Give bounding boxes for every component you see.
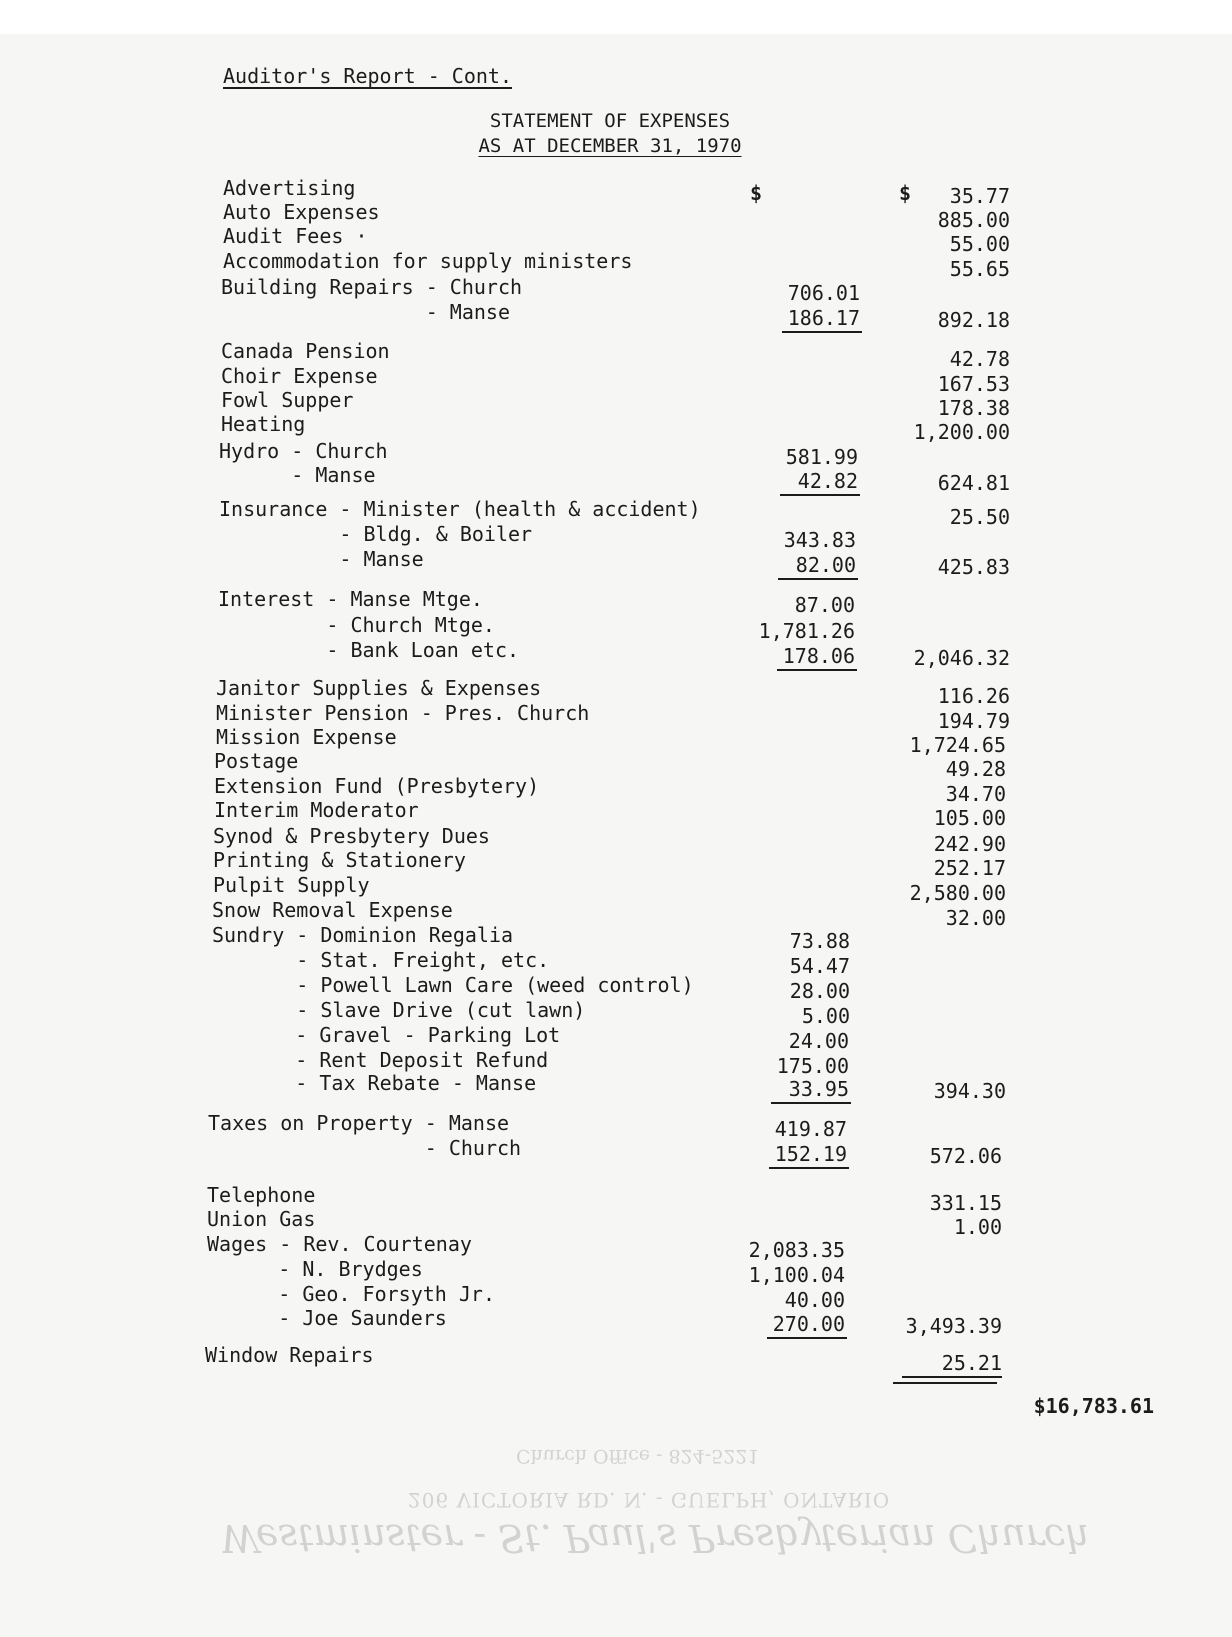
expense-subtotal: 28.00 [789,979,850,1003]
expense-label: - Stat. Freight, etc. [212,948,550,972]
expense-subtotal: 175.00 [776,1054,849,1078]
expense-label: Snow Removal Expense [212,898,453,922]
expense-total: 167.53 [937,372,1010,396]
expense-label: Sundry - Dominion Regalia [212,923,514,947]
expense-label: Synod & Presbytery Dues [213,824,490,848]
expense-label: Fowl Supper [221,388,354,412]
currency-sign-subtotal-column: $ [750,181,763,205]
expense-subtotal: 178.06 [782,644,855,668]
expense-total: 42.78 [949,347,1010,371]
expense-label: Telephone [207,1183,316,1207]
grand-total-rule [893,1382,997,1384]
expense-total: 624.81 [937,471,1010,495]
expense-subtotal: 1,100.04 [748,1263,845,1287]
expense-label: - Church Mtge. [218,613,495,637]
expense-label: Postage [214,749,299,773]
subtotal-rule [769,1167,849,1169]
currency-sign-total-column: $ [899,181,912,205]
expense-total: 2,046.32 [913,646,1010,670]
expense-total: 178.38 [937,396,1010,420]
expense-label: Janitor Supplies & Expenses [216,676,542,700]
expense-label: Heating [221,412,306,436]
show-through-church-name: Westminster - St. Paul's Presbyterian Church [220,1516,1090,1560]
statement-date: AS AT DECEMBER 31, 1970 [478,135,742,157]
expense-total: 25.50 [949,505,1010,529]
expense-label: - Bank Loan etc. [218,638,520,662]
expense-total: 885.00 [937,208,1010,232]
expense-total: 35.77 [949,184,1010,208]
expense-total: 425.83 [937,555,1010,579]
expense-label: - Slave Drive (cut lawn) [212,998,586,1022]
expense-subtotal: 40.00 [784,1288,845,1312]
expense-label: Advertising [223,176,356,200]
expense-label: - Powell Lawn Care (weed control) [212,973,694,997]
expense-total: 1.00 [953,1215,1002,1239]
expense-label: - N. Brydges [206,1257,423,1281]
subtotal-rule [767,1337,847,1339]
expense-label: - Manse [219,463,376,487]
total-rule [902,1376,1002,1378]
expense-label: Auto Expenses [223,200,380,224]
expense-total: 194.79 [937,709,1010,733]
expense-label: - Gravel - Parking Lot [211,1023,561,1047]
expense-subtotal: 54.47 [789,954,850,978]
expense-subtotal: 186.17 [787,306,860,330]
expense-label: Hydro - Church [219,439,388,463]
subtotal-rule [780,494,860,496]
expense-label: Canada Pension [221,339,390,363]
expense-label: Choir Expense [221,364,378,388]
expense-label: - Bldg. & Boiler [219,522,533,546]
statement-title: STATEMENT OF EXPENSES [489,110,731,132]
expense-subtotal: 87.00 [794,593,855,617]
expense-total: 49.28 [945,757,1006,781]
subtotal-rule [778,578,858,580]
expense-label: - Tax Rebate - Manse [211,1071,537,1095]
expense-label: - Manse [221,300,510,324]
expense-label: Window Repairs [205,1343,374,1367]
expense-label: - Geo. Forsyth Jr. [206,1282,495,1306]
expense-label: Wages - Rev. Courtenay [207,1232,472,1256]
expense-label: Pulpit Supply [213,873,370,897]
expense-label: Interest - Manse Mtge. [218,587,483,611]
expense-label: Interim Moderator [214,798,419,822]
expense-total: 572.06 [929,1144,1002,1168]
expense-total: 32.00 [945,906,1006,930]
show-through-address: 206 VICTORIA RD. N. - GUELPH, ONTARIO [408,1488,891,1512]
expense-label: - Joe Saunders [206,1306,447,1330]
expense-total: 34.70 [945,782,1006,806]
expense-label: Audit Fees · [223,224,368,248]
subtotal-rule [777,669,857,671]
expense-subtotal: 343.83 [783,528,856,552]
expense-subtotal: 24.00 [788,1029,849,1053]
expense-label: Insurance - Minister (health & accident) [219,497,701,521]
subtotal-rule [782,331,862,333]
expense-total: 892.18 [937,308,1010,332]
expense-total: 252.17 [933,856,1006,880]
expense-subtotal: 73.88 [789,929,850,953]
expense-total: 55.00 [949,232,1010,256]
subtotal-rule [771,1102,851,1104]
show-through-office: Church Office - 824-5221 [516,1445,760,1467]
expense-subtotal: 33.95 [788,1077,849,1101]
expense-subtotal: 270.00 [772,1312,845,1336]
expense-total: 242.90 [933,832,1006,856]
expense-total: 55.65 [949,257,1010,281]
expense-subtotal: 706.01 [787,281,860,305]
expense-label: Minister Pension - Pres. Church [216,701,590,725]
expense-label: Building Repairs - Church [221,275,523,299]
expense-total: 1,724.65 [909,733,1006,757]
expense-total: 394.30 [933,1079,1006,1103]
grand-total: $16,783.61 [1033,1394,1154,1418]
expense-label: - Rent Deposit Refund [211,1048,549,1072]
expense-label: Mission Expense [216,725,397,749]
expense-subtotal: 1,781.26 [758,619,855,643]
expense-label: - Church [208,1136,522,1160]
expense-label: - Manse [219,547,424,571]
expense-label: Accommodation for supply ministers [223,249,633,273]
expense-total: 105.00 [933,806,1006,830]
expense-subtotal: 82.00 [795,553,856,577]
expense-total: 331.15 [929,1191,1002,1215]
expense-total: 1,200.00 [913,420,1010,444]
expense-label: Taxes on Property - Manse [208,1111,510,1135]
report-header: Auditor's Report - Cont. [223,64,512,88]
expense-total: 2,580.00 [909,881,1006,905]
expense-subtotal: 2,083.35 [748,1238,845,1262]
expense-label: Union Gas [207,1207,316,1231]
expense-subtotal: 152.19 [774,1142,847,1166]
expense-subtotal: 419.87 [774,1117,847,1141]
expense-subtotal: 5.00 [801,1004,850,1028]
expense-label: Extension Fund (Presbytery) [214,774,540,798]
expense-total: 25.21 [941,1351,1002,1375]
expense-label: Printing & Stationery [213,848,466,872]
expense-subtotal: 42.82 [797,469,858,493]
expense-total: 3,493.39 [905,1314,1002,1338]
expense-total: 116.26 [937,684,1010,708]
expense-subtotal: 581.99 [785,445,858,469]
